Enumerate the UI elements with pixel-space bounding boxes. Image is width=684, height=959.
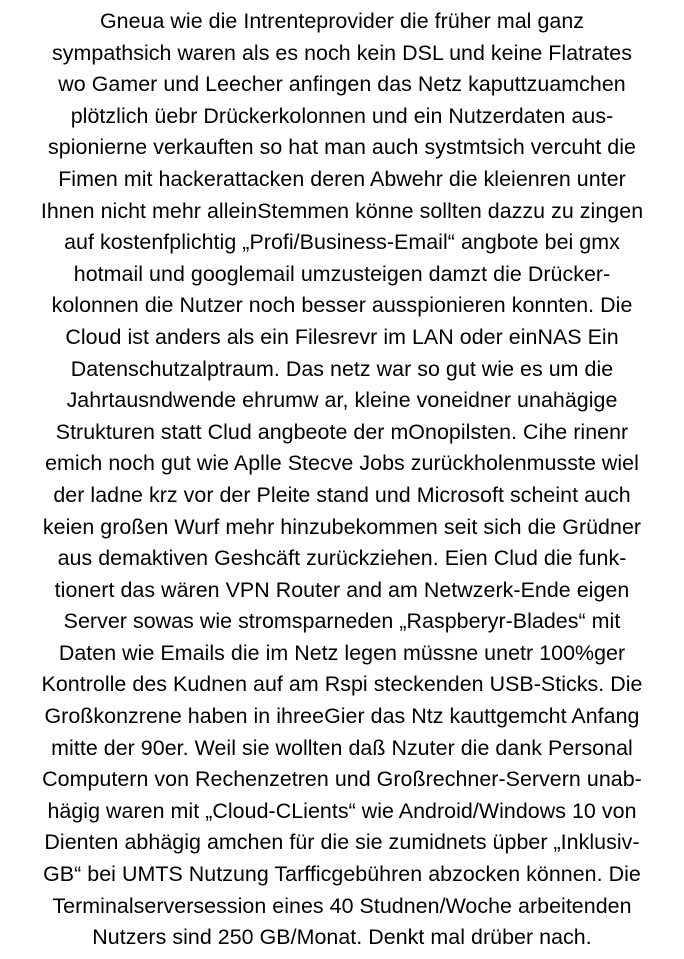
text-line: Computern von Rechenzetren und Großrechner-Servern unab-: [42, 767, 642, 792]
text-line: Nutzers sind 250 GB/Monat. Denkt mal drüber nach.: [92, 925, 592, 950]
text-line: Jahrtausndwende ehrumw ar, kleine voneidner unahägige: [66, 388, 618, 413]
text-line: mitte der 90er. Weil sie wollten daß Nzuter die dank Personal: [51, 735, 633, 760]
text-line: aus demaktiven Geshcäft zurückziehen. Eien Clud die funk-: [57, 546, 627, 571]
text-line: Gneua wie die Intrenteprovider die früher mal ganz: [99, 9, 585, 33]
text-line: plötzlich üebr Drückerkolonnen und ein Nutzerdaten aus-: [70, 103, 614, 128]
text-line: wo Gamer und Leecher anfingen das Netz kaputtzuamchen: [58, 72, 626, 97]
text-line: der ladne krz vor der Pleite stand und Microsoft scheint auch: [53, 482, 631, 507]
text-line: Strukturen statt Clud angbeote der mOnopilsten. Cihe rinenr: [55, 419, 629, 444]
text-line: GB“ bei UMTS Nutzung Tarfficgebühren abzocken können. Die: [43, 862, 641, 887]
text-line: auf kostenfplichtig „Profi/Business-Email“ angbote bei gmx: [64, 230, 620, 255]
text-line: Datenschutzalptraum. Das netz war so gut wie es um die: [70, 356, 614, 381]
body-text: [4, 6, 680, 954]
text-line: Dienten abhägig amchen für die sie zumidnets üpber „Inklusiv-: [44, 830, 640, 855]
text-line: tionert das wären VPN Router and am Netwzerk-Ende eigen: [54, 577, 630, 602]
text-line: spionierne verkauften so hat man auch systmtsich vercuht die: [48, 135, 636, 160]
text-line: Fimen mit hackerattacken deren Abwehr die kleienren unter: [58, 166, 626, 191]
text-line: hotmail und googlemail umzusteigen damzt die Drücker-: [73, 261, 611, 286]
text-line: kolonnen die Nutzer noch besser ausspionieren konnten. Die: [51, 293, 633, 318]
text-line: Ihnen nicht mehr alleinStemmen könne sollten dazzu zu zingen: [40, 198, 644, 223]
text-line: Daten wie Emails die im Netz legen müssne unetr 100%ger: [58, 640, 626, 665]
text-line: Terminalserversession eines 40 Studnen/Woche arbeitenden: [52, 893, 632, 918]
text-line: Server sowas wie stromsparneden „Raspberyr-Blades“ mit: [63, 609, 621, 634]
text-line: keien großen Wurf mehr hinzubekommen seit sich die Grüdner: [42, 514, 642, 539]
text-line: Großkonzrene haben in ihreeGier das Ntz kauttgemcht Anfang: [44, 704, 640, 729]
text-line: Kontrolle des Kudnen auf am Rspi steckenden USB-Sticks. Die: [41, 672, 643, 697]
text-line: sympathsich waren als es noch kein DSL und keine Flatrates: [52, 40, 632, 65]
text-line: hägig waren mit „Cloud-CLients“ wie Android/Windows 10 von: [47, 798, 637, 823]
text-line: Cloud ist anders als ein Filesrevr im LAN oder einNAS Ein: [65, 324, 619, 349]
text-line: emich noch gut wie Aplle Stecve Jobs zurückholenmusste wiel: [45, 451, 639, 476]
